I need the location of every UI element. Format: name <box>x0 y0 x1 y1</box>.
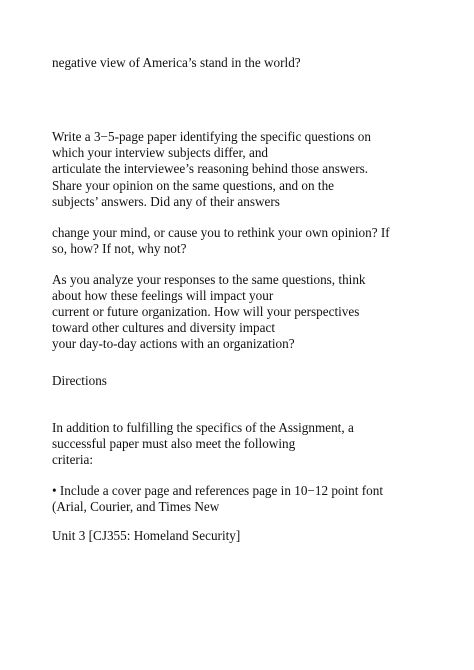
bullet-line <box>52 178 334 195</box>
text-line: Share your opinion on the same questions, and on the <box>52 178 335 193</box>
text-line: subjects’ answers. Did any of their answers <box>52 194 280 209</box>
text-line: Write a 3−5-page paper identifying the specific questions on <box>52 129 371 144</box>
text-line: As you analyze your responses to the same questions, think <box>52 272 366 287</box>
text-line: your day-to-day actions with an organization? <box>52 336 295 351</box>
text-line: (Arial, Courier, and Times New <box>52 499 220 514</box>
text-line: In addition to fulfilling the specifics of the Assignment, a <box>52 420 354 435</box>
text-line: about how these feelings will impact your <box>52 288 274 303</box>
text-line: negative view of America’s stand in the world? <box>52 55 301 70</box>
text-line: • Include a cover page and references page in 10−12 point font <box>52 483 383 498</box>
section-heading: Directions <box>52 373 107 388</box>
text-line: which your interview subjects differ, and <box>52 145 269 160</box>
text-line: so, how? If not, why not? <box>52 241 187 256</box>
text-line: criteria: <box>52 452 93 467</box>
text-line: articulate the interviewee’s reasoning behind those answers. <box>52 161 369 176</box>
text-line: Unit 3 [CJ355: Homeland Security] <box>52 528 241 543</box>
text-line: toward other cultures and diversity impact <box>52 320 276 335</box>
bullet-line <box>52 272 366 289</box>
text-line: successful paper must also meet the following <box>52 436 296 451</box>
text-line: current or future organization. How will your perspectives <box>52 304 360 319</box>
text-line: change your mind, or cause you to rethink your own opinion? If <box>52 225 390 240</box>
